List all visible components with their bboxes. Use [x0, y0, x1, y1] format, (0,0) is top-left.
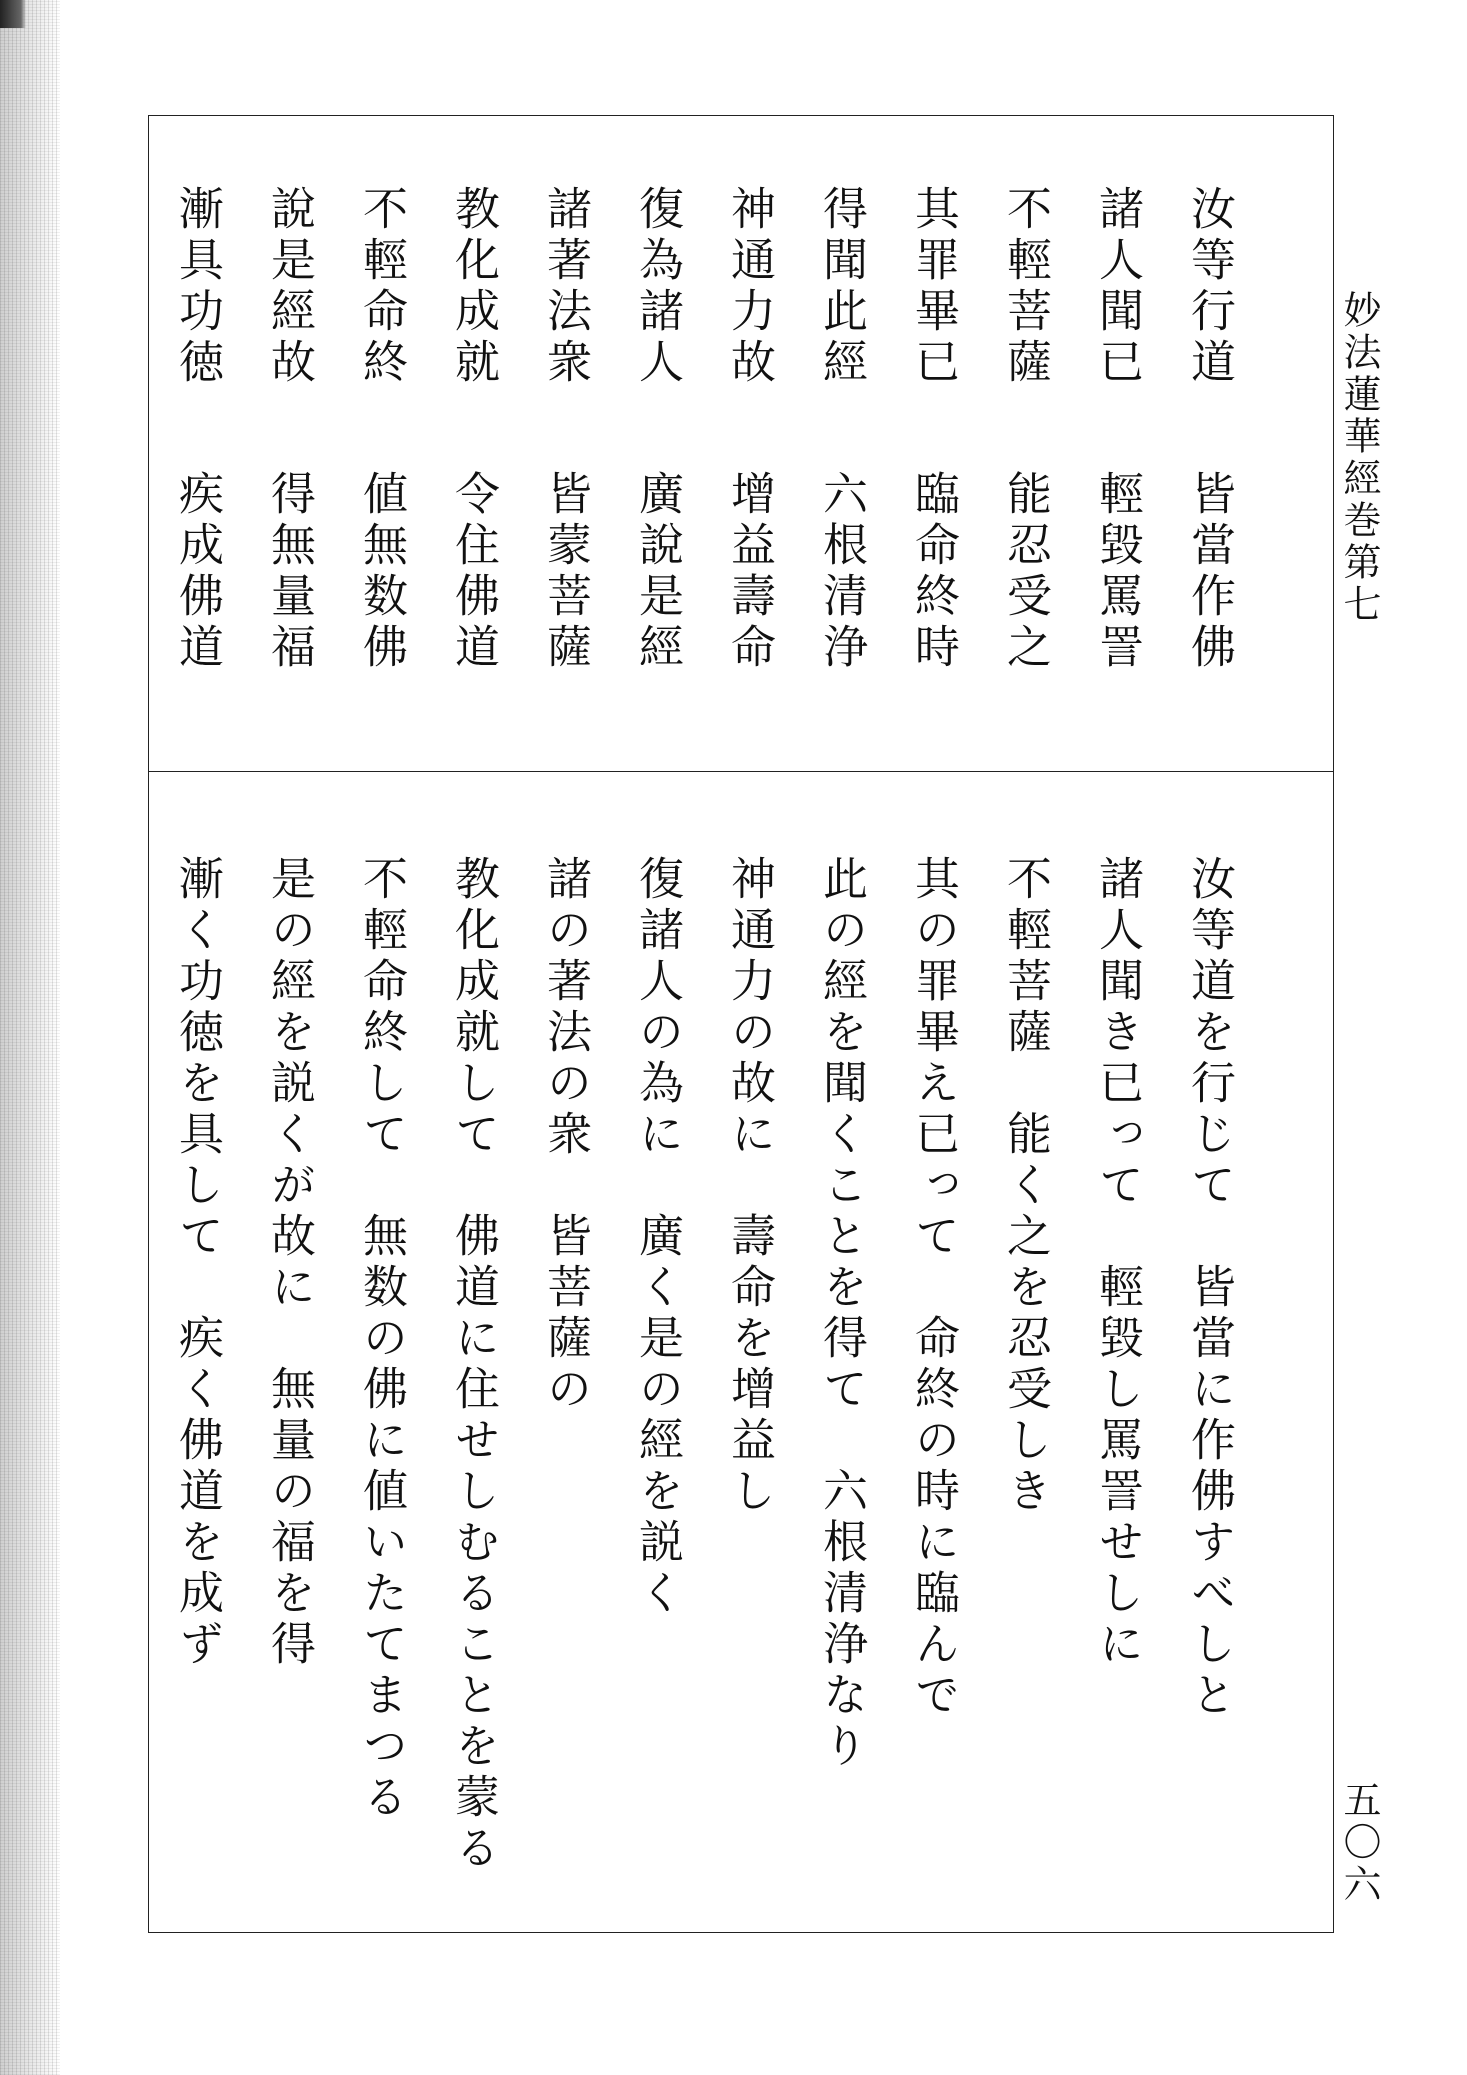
- original-column-2-bottom: 輕毀罵詈: [1091, 470, 1144, 674]
- original-column-8-bottom: 皆蒙菩薩: [539, 470, 592, 674]
- original-column-3-bottom: 能忍受之: [999, 470, 1052, 674]
- original-column-11-bottom: 得無量福: [263, 470, 316, 674]
- original-column-7-bottom: 廣說是經: [631, 470, 684, 674]
- original-column-3-top: 不輕菩薩: [999, 185, 1052, 389]
- original-column-5-bottom: 六根清浄: [815, 470, 868, 674]
- translation-column-6: 神通力の故に 壽命を增益し: [723, 855, 776, 1518]
- original-column-5-top: 得聞此經: [815, 185, 868, 389]
- page-number: 五〇六: [1337, 1780, 1381, 1906]
- original-column-11-top: 說是經故: [263, 185, 316, 389]
- book-spine-edge: [0, 0, 60, 2075]
- translation-column-3: 不輕菩薩 能く之を忍受しき: [999, 855, 1052, 1518]
- spine-mark: [0, 0, 26, 28]
- translation-column-8: 諸の著法の衆 皆菩薩の: [539, 855, 592, 1416]
- original-column-9-bottom: 令住佛道: [447, 470, 500, 674]
- original-column-7-top: 復為諸人: [631, 185, 684, 389]
- original-column-12-bottom: 疾成佛道: [171, 470, 224, 674]
- translation-column-12: 漸く功徳を具して 疾く佛道を成ず: [171, 855, 224, 1671]
- original-column-2-top: 諸人聞已: [1091, 185, 1144, 389]
- original-column-12-top: 漸具功徳: [171, 185, 224, 389]
- translation-column-10: 不輕命終して 無数の佛に値いたてまつる: [355, 855, 408, 1824]
- running-title: 妙法蓮華經巻第七: [1337, 290, 1381, 626]
- original-column-10-top: 不輕命終: [355, 185, 408, 389]
- original-column-1-bottom: 皆當作佛: [1183, 470, 1236, 674]
- original-column-10-bottom: 値無数佛: [355, 470, 408, 674]
- translation-column-9: 教化成就して 佛道に住せしむることを蒙る: [447, 855, 500, 1875]
- translation-column-7: 復諸人の為に 廣く是の經を説く: [631, 855, 684, 1620]
- translation-column-1: 汝等道を行じて 皆當に作佛すべしと: [1183, 855, 1236, 1722]
- translation-column-4: 其の罪畢え已って 命終の時に臨んで: [907, 855, 960, 1722]
- original-column-6-top: 神通力故: [723, 185, 776, 389]
- translation-column-5: 此の經を聞くことを得て 六根清浄なり: [815, 855, 868, 1773]
- original-column-4-top: 其罪畢已: [907, 185, 960, 389]
- original-column-9-top: 教化成就: [447, 185, 500, 389]
- translation-column-11: 是の經を説くが故に 無量の福を得: [263, 855, 316, 1671]
- original-column-4-bottom: 臨命終時: [907, 470, 960, 674]
- section-divider: [149, 771, 1333, 772]
- translation-column-2: 諸人聞き已って 輕毀し罵詈せしに: [1091, 855, 1144, 1671]
- original-column-1-top: 汝等行道: [1183, 185, 1236, 389]
- original-column-6-bottom: 增益壽命: [723, 470, 776, 674]
- original-column-8-top: 諸著法衆: [539, 185, 592, 389]
